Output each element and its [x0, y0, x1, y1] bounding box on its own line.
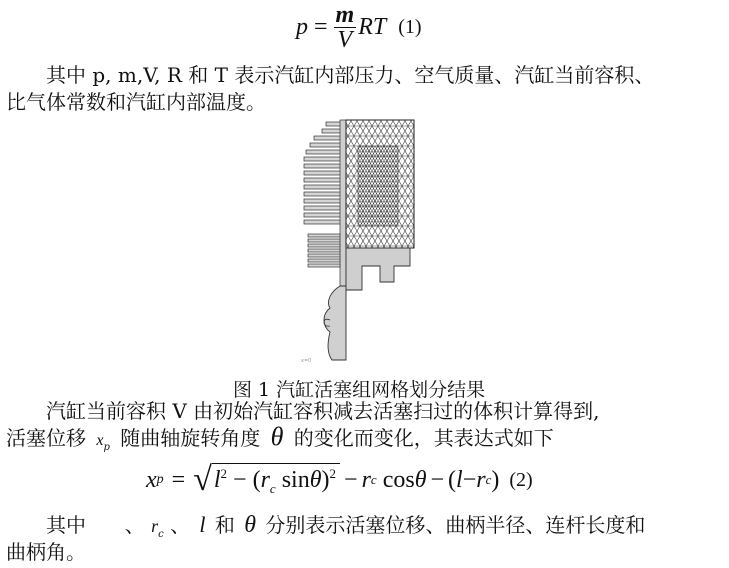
p2-text-a: 活塞位移 [6, 426, 86, 450]
p3-theta: θ [244, 512, 257, 538]
p2-theta: θ [270, 422, 284, 451]
p3-text-a: 其中 [46, 513, 86, 537]
paragraph-3-line-2: 曲柄角。 [6, 540, 86, 564]
paragraph-3-line-1 [46, 512, 645, 548]
p2-var-sub: p [103, 442, 110, 453]
eq2-number: (2) [509, 468, 533, 491]
eq1-fraction [334, 3, 357, 52]
eq1-lhs: p [296, 13, 308, 40]
dense-mesh-region [358, 146, 398, 226]
connecting-rod [324, 286, 346, 360]
p2-var-x: x [96, 432, 104, 449]
axis-mark: x=0 [301, 358, 312, 364]
eq1-rhs: RT [358, 13, 387, 40]
paragraph-1-line-2: 比气体常数和汽缸内部温度。 [6, 90, 266, 114]
p3-l: l [199, 512, 206, 537]
p3-text-c: 、 [170, 513, 191, 537]
p3-rc-sub: c [158, 529, 164, 540]
equation-1: p = $\frac{m}{V}$ RT (1) [296, 1, 422, 53]
cooling-fins [304, 122, 344, 224]
paragraph-2-line-2 [6, 424, 554, 461]
figure-caption: 图 1 汽缸活塞组网格划分结果 [233, 379, 486, 401]
cylinder-wall [340, 120, 346, 296]
p3-text-b: 、 [124, 513, 145, 537]
p3-rc: r [151, 516, 159, 536]
p3-text-d: 和 [214, 513, 235, 537]
cylinder-piston-mesh-figure [300, 116, 420, 364]
piston-body [346, 248, 410, 290]
p2-text-c: 的变化而变化，其表达式如下 [293, 426, 554, 450]
lower-fins [308, 234, 340, 267]
paragraph-2-line-1: 汽缸当前容积 V 由初始汽缸容积减去活塞扫过的体积计算得到, [46, 399, 600, 423]
paragraph-1-line-1: 其中 p, m,V, R 和 T 表示汽缸内部压力、空气质量、汽缸当前容积、 [46, 63, 655, 87]
eq1-denominator: V [337, 26, 353, 53]
equation-2: x p = √ $l^2 - (r_c$ sinθ)$^2$ − r c cos θ − ( l − r c ) (2) [146, 461, 533, 498]
p3-text-e: 分别表示活塞位移、曲柄半径、连杆长度和 [265, 513, 646, 537]
eq1-numerator: m [335, 1, 355, 28]
p2-text-b: 随曲轴旋转角度 [120, 426, 261, 450]
eq1-number: (1) [398, 15, 422, 38]
